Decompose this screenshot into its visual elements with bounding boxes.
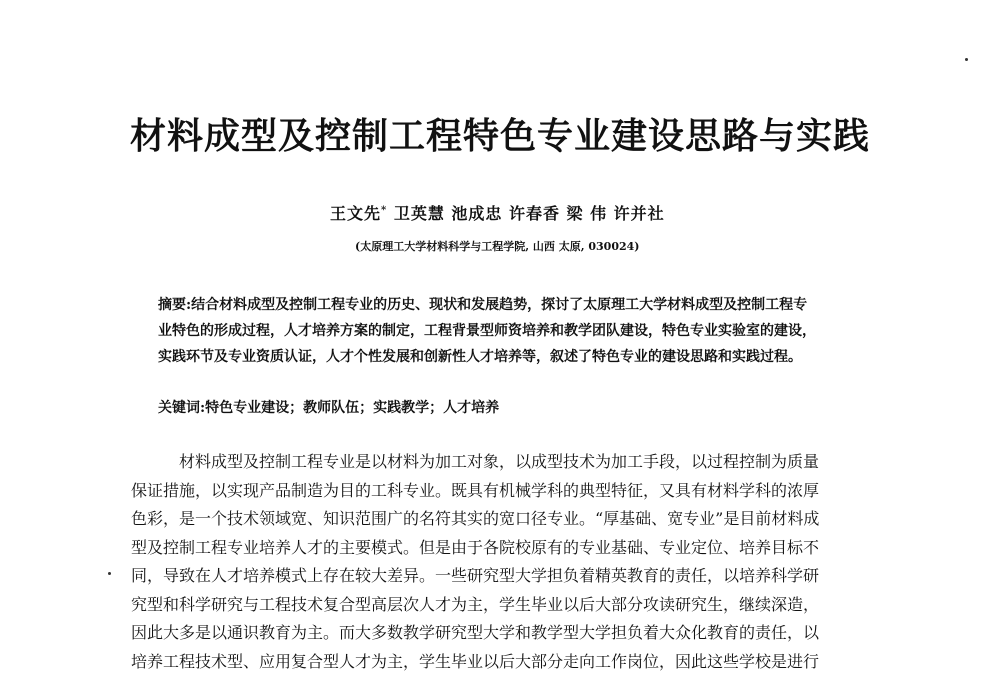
body-line: 同，导致在人才培养模式上存在较大差异。一些研究型大学担负着精英教育的责任，以培养科学研	[131, 566, 820, 585]
body-line: 培养工程技术型、应用复合型人才为主，学生毕业以后大部分走向工作岗位，因此这些学校是进行	[131, 651, 820, 671]
keywords-text: 特色专业建设；教师队伍；实践教学；人才培养	[205, 400, 500, 416]
scan-speck	[965, 58, 968, 61]
abstract	[158, 292, 878, 370]
abstract-line: 业特色的形成过程，人才培养方案的制定，工程背景型师资培养和教学团队建设，特色专业实验室的建设，	[158, 323, 816, 339]
abstract-line: 实践环节及专业资质认证，人才个性发展和创新性人才培养等，叙述了特色专业的建设思路和实践过程。	[158, 349, 802, 365]
affiliation: (太原理工大学材料科学与工程学院, 山西 太原, 030024)	[355, 240, 640, 253]
body-text	[131, 448, 896, 676]
body-line: 因此大多是以通识教育为主。而大多数教学研究型大学和教学型大学担负着大众化教育的责任，以	[131, 623, 820, 642]
keywords	[158, 397, 499, 417]
paper-title: 材料成型及控制工程特色专业建设思路与实践	[129, 116, 870, 157]
body-line: 色彩，是一个技术领域宽、知识范围广的名符其实的宽口径专业。“厚基础、宽专业”是目前材料成	[131, 509, 820, 528]
body-line: 材料成型及控制工程专业是以材料为加工对象，以成型技术为加工手段，以过程控制为质量	[179, 452, 820, 471]
abstract-label: 摘要:	[158, 297, 192, 313]
body-line: 型及控制工程专业培养人才的主要模式。但是由于各院校原有的专业基础、专业定位、培养目标不	[131, 537, 820, 557]
corresponding-author-marker: *	[381, 205, 388, 216]
keywords-label: 关键词:	[158, 400, 206, 416]
body-line: 究型和科学研究与工程技术复合型高层次人才为主，学生毕业以后大部分攻读研究生，继续深造，	[131, 594, 820, 614]
corresponding-author: 王文先	[330, 204, 382, 223]
author-list	[330, 201, 665, 224]
abstract-line	[158, 292, 878, 318]
co-authors: 卫英慧 池成忠 许春香 梁 伟 许并社	[387, 204, 665, 223]
abstract-text: 结合材料成型及控制工程专业的历史、现状和发展趋势，探讨了太原理工大学材料成型及控制工程专	[191, 297, 808, 313]
scan-speck	[108, 572, 111, 575]
body-line: 保证措施，以实现产品制造为目的工科专业。既具有机械学科的典型特征，又具有材料学科的浓厚	[131, 480, 820, 500]
